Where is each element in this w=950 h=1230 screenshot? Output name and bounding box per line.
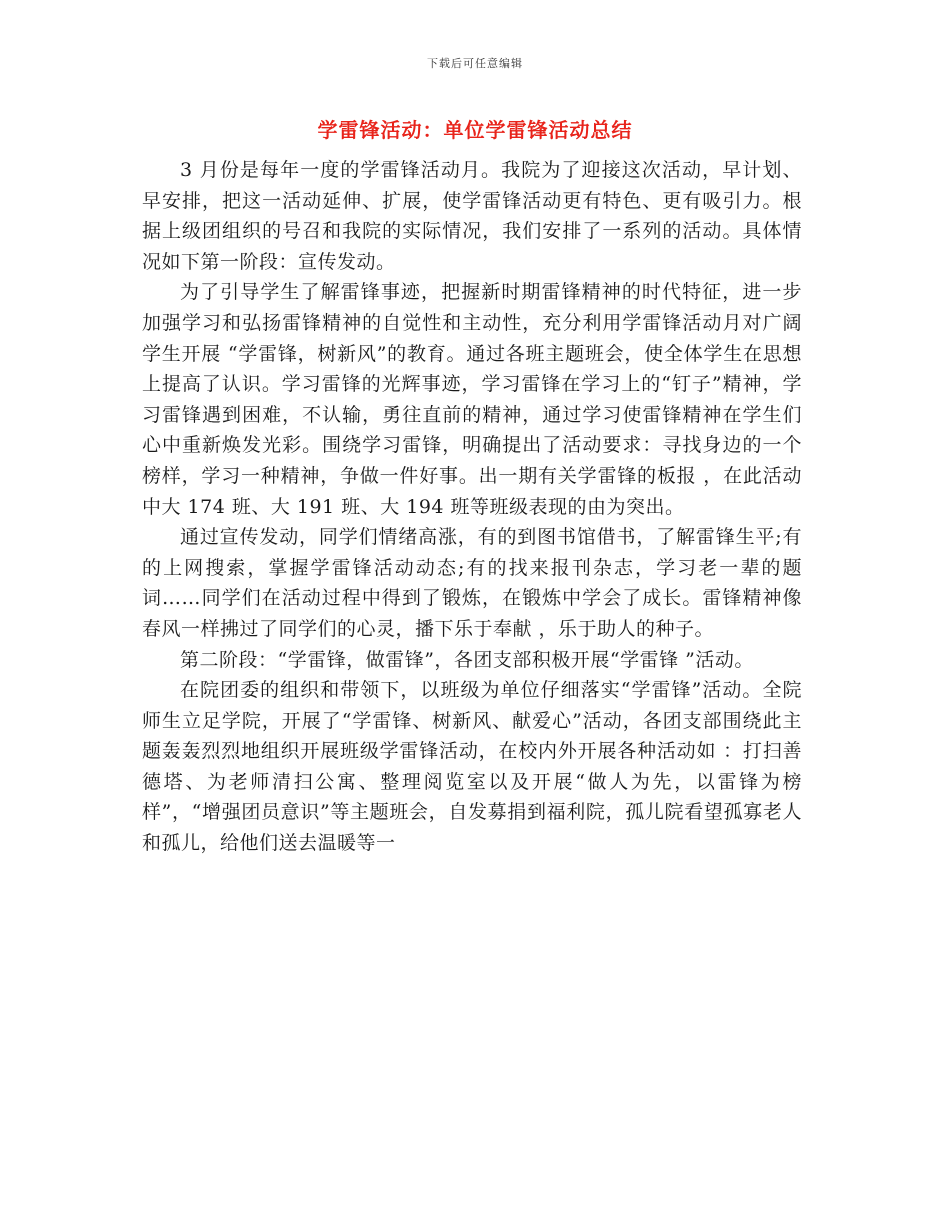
- paragraph-3: 通过宣传发动，同学们情绪高涨，有的到图书馆借书，了解雷锋生平;有的上网搜索，掌握学雷锋活动动态;有的找来报刊杂志，学习老一辈的题词……同学们在活动过程中得到了锻炼，在锻炼中学会了成长。雷锋精神像春风一样拂过了同学们的心灵，播下乐于奉献 ，乐于助人的种子。: [142, 526, 802, 640]
- paragraph-2: 为了引导学生了解雷锋事迹，把握新时期雷锋精神的时代特征，进一步加强学习和弘扬雷锋精神的自觉性和主动性，充分利用学雷锋活动月对广阔学生开展 “学雷锋，树新风”的教育。通过各班主题班会，使全体学生在思想上提高了认识。学习雷锋的光辉事迹，学习雷锋在学习上的“钉子”精神，学习雷锋遇到困难，不认输，勇往直前的精神，通过学习使雷锋精神在学生们心中重新焕发光彩。围绕学习雷锋，明确提出了活动要求：寻找身边的一个榜样，学习一种精神，争做一件好事。出一期有关学雷锋的板报 ，在此活动中大 174 班、大 191 班、大 194 班等班级表现的由为突出。: [142, 281, 802, 518]
- document-body: [142, 155, 802, 859]
- paragraph-4: 第二阶段：“学雷锋，做雷锋”，各团支部积极开展“学雷锋 ”活动。: [180, 648, 754, 671]
- header-note: 下载后可任意编辑: [427, 57, 523, 70]
- paragraph-5: 在院团委的组织和带领下，以班级为单位仔细落实“学雷锋”活动。全院师生立足学院，开展了“学雷锋、树新风、献爱心”活动，各团支部围绕此主题轰轰烈烈地组织开展班级学雷锋活动，在校内外开展各种活动如 ：打扫善德塔、为老师清扫公寓、整理阅览室以及开展“做人为先，以雷锋为榜样”，“增强团员意识”等主题班会，自发募捐到福利院，孤儿院看望孤寡老人和孤儿，给他们送去温暖等一: [142, 679, 802, 855]
- paragraph-1: 3 月份是每年一度的学雷锋活动月。我院为了迎接这次活动，早计划、早安排，把这一活动延伸、扩展，使学雷锋活动更有特色、更有吸引力。根据上级团组织的号召和我院的实际情况，我们安排了一系列的活动。具体情况如下第一阶段：宣传发动。: [142, 159, 802, 273]
- document-title: 学雷锋活动：单位学雷锋活动总结: [317, 118, 633, 142]
